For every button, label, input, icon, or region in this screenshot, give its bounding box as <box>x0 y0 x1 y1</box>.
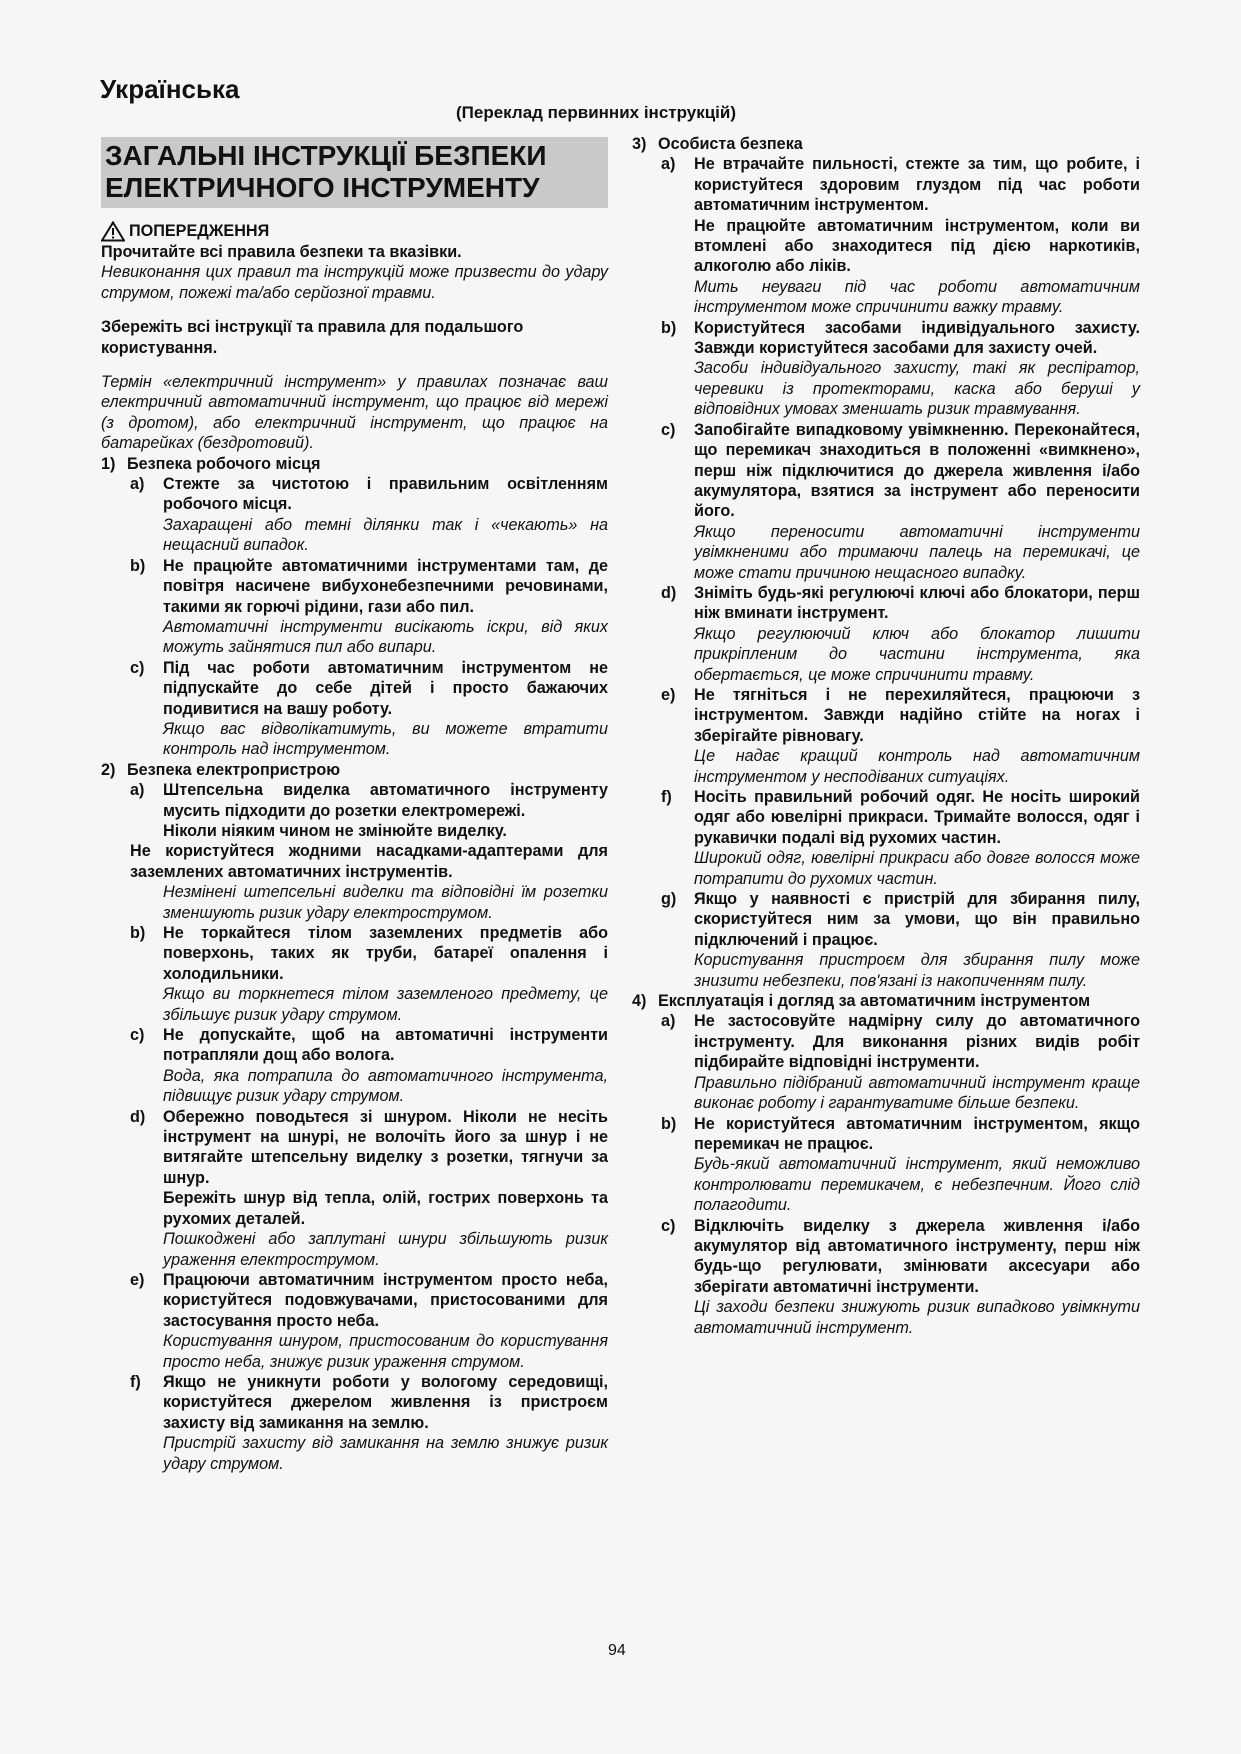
list-item-continuation: Не користуйтеся жодними насадками-адаптерами для заземлених автоматичних інструментів. <box>130 842 608 881</box>
list-item: a) Не втрачайте пильності, стежте за тим, що робите, і користуйтеся здоровим глуздом під час роботи автоматичним інструментом. Не працюйте автоматичним інструментом, коли ви втомлені або знаходитеся під дією наркотиків, алкоголю або ліків. Мить неуваги під час роботи автоматичним інструментом може спричинити важку травму. <box>661 155 1140 317</box>
list-item: f) Носіть правильний робочий одяг. Не носіть широкий одяг або ювелірні прикраси. Тримайте волосся, одяг і рукавички подалі від рухомих частин. Широкий одяг, ювелірні прикраси або довге волосся може потрапити до рухомих частин. <box>661 788 1140 888</box>
list-item: f) Якщо не уникнути роботи у вологому середовищі, користуйтеся джерелом живлення із пристроєм захисту від замикання на землю. Пристрій захисту від замикання на землю знижує ризик удару струмом. <box>130 1372 608 1473</box>
warning-italic-text: Невиконання цих правил та інструкцій може призвести до удару струмом, пожежі та/або серйозної травми. <box>101 263 608 302</box>
save-instructions-text: Збережіть всі інструкції та правила для подальшого користування. <box>101 318 524 357</box>
section-banner <box>101 137 608 208</box>
language-heading: Українська <box>100 74 240 104</box>
section-4-heading: 4) Експлуатація і догляд за автоматичним інструментом <box>632 992 1091 1011</box>
list-item: g) Якщо у наявності є пристрій для збирання пилу, скористуйтеся ним за умови, що він правильно підключений і працює. Користування пристроєм для збирання пилу може знизити небезпеки, пов'язані із накопиченням пилу. <box>661 890 1140 990</box>
banner-line-1: ЗАГАЛЬНІ ІНСТРУКЦІЇ БЕЗПЕКИ <box>105 140 547 171</box>
list-item: a) Стежте за чистотою і правильним освітленням робочого місця. Захаращені або темні ділянки так і «чекають» на нещасний випадок. <box>130 475 608 555</box>
list-item: a) Не застосовуйте надмірну силу до автоматичного інструменту. Для виконання різних видів робіт підбирайте відповідні інструменти. Правильно підібраний автоматичний інструмент краще виконає роботу і гарантуватиме більше безпеки. <box>661 1012 1140 1113</box>
term-definition-text: Термін «електричний інструмент» у правилах позначає ваш електричний автоматичний інструмент, що працює від мережі (з дротом), або електричний інструмент, що працює на батарейках (бездротовий). <box>101 373 608 453</box>
banner-line-2: ЕЛЕКТРИЧНОГО ІНСТРУМЕНТУ <box>105 172 540 203</box>
list-item-note: Незмінені штепсельні виделки та відповідні їм розетки зменшують ризик удару електрострумом. <box>163 883 608 922</box>
list-item: a) Штепсельна виделка автоматичного інструменту мусить підходити до розетки електромережі. Ніколи ніяким чином не змінюйте виделку. <box>130 781 608 840</box>
list-item: b) Не користуйтеся автоматичним інструментом, якщо перемикач не працює. Будь-який автоматичний інструмент, який неможливо контролювати перемикачем, є небезпечним. Його слід полагодити. <box>661 1114 1140 1215</box>
translation-note: (Переклад первинних інструкцій) <box>456 103 737 122</box>
section-3-heading: 3) Особиста безпека <box>632 135 803 153</box>
section-1-heading: 1) Безпека робочого місця <box>101 454 321 473</box>
page-number: 94 <box>608 1642 626 1659</box>
list-item: c) Запобігайте випадковому увімкненню. Переконайтеся, що перемикач знаходиться в положенні «вимкнено», перш ніж підключитися до джерела живлення і/або акумулятора, взятися за інструмент або переносити його. Якщо переносити автоматичні інструменти увімкненими або тримаючи палець на перемикачі, це може стати причиною нещасного випадку. <box>661 420 1140 582</box>
section-2-heading: 2) Безпека електропристрою <box>101 760 341 779</box>
warning-label: ПОПЕРЕДЖЕННЯ <box>129 222 270 241</box>
list-item: e) Працюючи автоматичним інструментом просто неба, користуйтеся подовжувачами, пристосованими для застосування просто неба. Користування шнуром, пристосованим до користування просто неба, знижує ризик ураження струмом. <box>130 1270 608 1371</box>
list-item: d) Зніміть будь-які регулюючі ключі або блокатори, перш ніж вминати інструмент. Якщо регулюючий ключ або блокатор лишити прикріпленим до частини інструмента, яка обертається, це може спричинити травму. <box>661 583 1140 684</box>
list-item: c) Відключіть виделку з джерела живлення і/або акумулятор від автоматичного інструменту, перш ніж будь-що регулювати, змінювати аксесуари або зберігати автоматичні інструменти. Ці заходи безпеки знижують ризик випадково увімкнути автоматичний інструмент. <box>661 1216 1140 1337</box>
warning-triangle-icon <box>101 221 125 242</box>
list-item: e) Не тягніться і не перехиляйтеся, працюючи з інструментом. Завжди надійно стійте на ногах і зберігайте рівновагу. Це надає кращий контроль над автоматичним інструментом у несподіваних ситуаціях. <box>661 685 1140 786</box>
right-column <box>632 134 1140 1338</box>
left-column <box>101 137 608 1474</box>
list-item: b) Не торкайтеся тілом заземлених предметів або поверхонь, таких як труби, батареї опалення і холодильники. Якщо ви торкнетеся тілом заземленого предмету, це збільшує ризик удару струмом. <box>130 924 608 1024</box>
list-item: b) Користуйтеся засобами індивідуального захисту. Завжди користуйтеся засобами для захисту очей. Засоби індивідуального захисту, такі як респіратор, черевики із протекторами, каска або беруші у відповідних умовах зменшать ризик травмування. <box>661 318 1140 419</box>
list-item: d) Обережно поводьтеся зі шнуром. Ніколи не несіть інструмент на шнурі, не волочіть його за шнур і не витягайте штепсельну виделку з розетки, тягнучи за шнур. Бережіть шнур від тепла, олій, гострих поверхонь та рухомих деталей. Пошкоджені або заплутані шнури збільшують ризик ураження електрострумом. <box>130 1107 608 1269</box>
list-item: c) Під час роботи автоматичним інструментом не підпускайте до себе дітей і просто бажаючих подивитися на вашу роботу. Якщо вас відволікатимуть, ви можете втратити контроль над інструментом. <box>130 658 608 759</box>
list-item: b) Не працюйте автоматичними інструментами там, де повітря насичене вибухонебезпечними речовинами, такими як горючі рідини, гази або пил. Автоматичні інструменти висікають іскри, від яких можуть зайнятися пил або випари. <box>130 556 608 657</box>
warning-heading <box>101 221 608 242</box>
warning-bold-text: Прочитайте всі правила безпеки та вказівки. <box>101 243 462 261</box>
list-item: c) Не допускайте, щоб на автоматичні інструменти потрапляли дощ або волога. Вода, яка потрапила до автоматичного інструмента, підвищує ризик удару струмом. <box>130 1026 608 1106</box>
